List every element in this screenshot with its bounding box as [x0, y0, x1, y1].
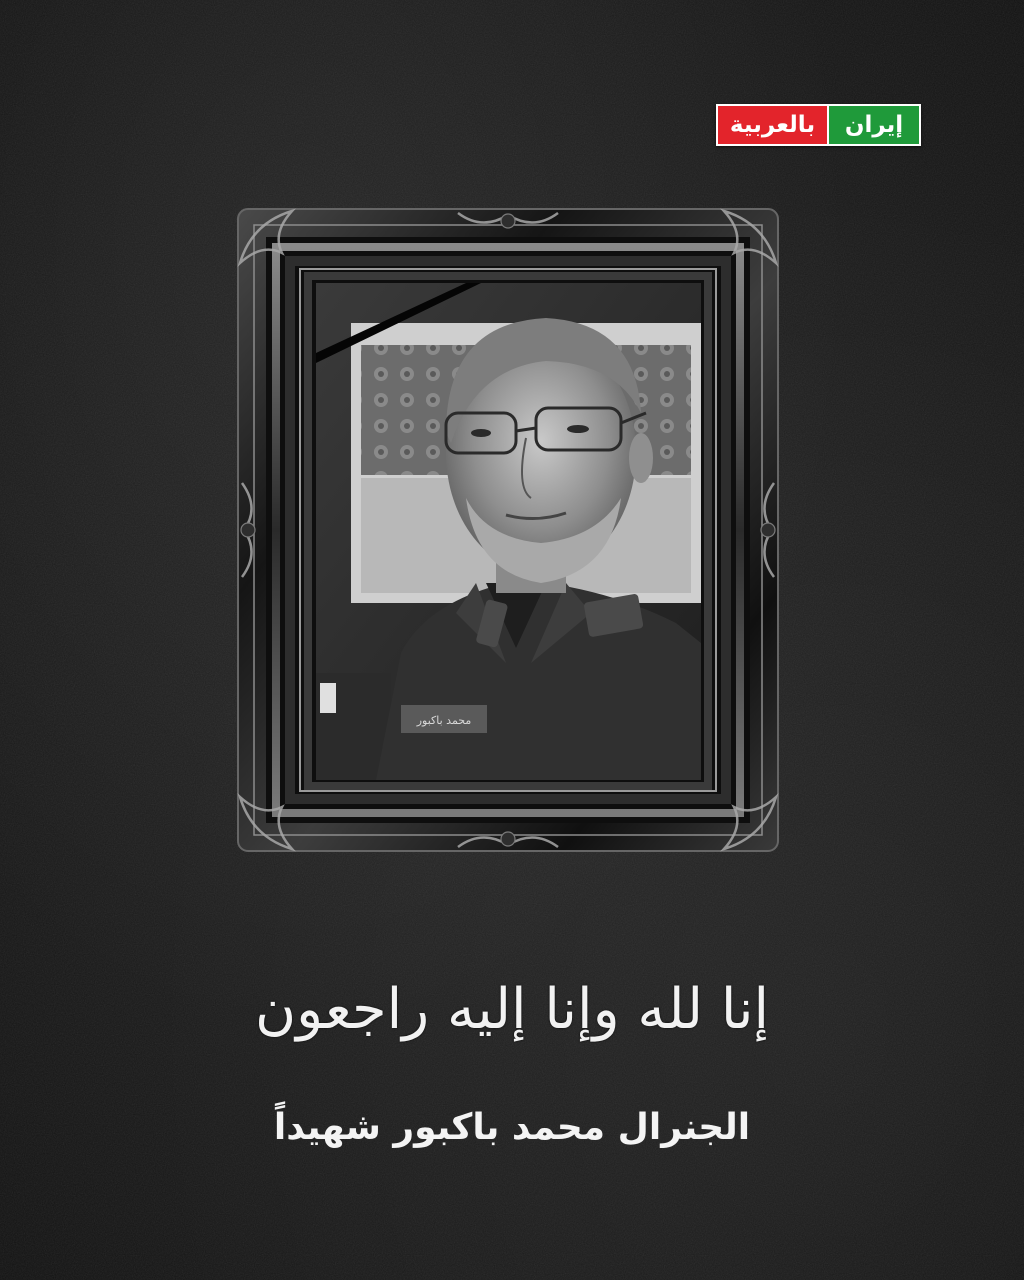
iran-bilarabiya-logo — [716, 104, 921, 146]
general-name-title: الجنرال محمد باكبور شهيداً — [273, 1107, 751, 1148]
logo-green-text: إيران — [844, 111, 904, 138]
uniform-name-tag: محمد باكبور — [416, 714, 472, 727]
portrait-frame — [232, 203, 784, 857]
portrait-photo — [316, 283, 701, 780]
quran-verse-calligraphy: إنا لله وإنا إليه راجعون — [254, 977, 770, 1042]
logo-green-block — [829, 104, 921, 146]
logo-red-block — [716, 104, 829, 146]
logo-red-text: بالعربية — [729, 111, 816, 138]
general-portrait — [316, 283, 701, 780]
